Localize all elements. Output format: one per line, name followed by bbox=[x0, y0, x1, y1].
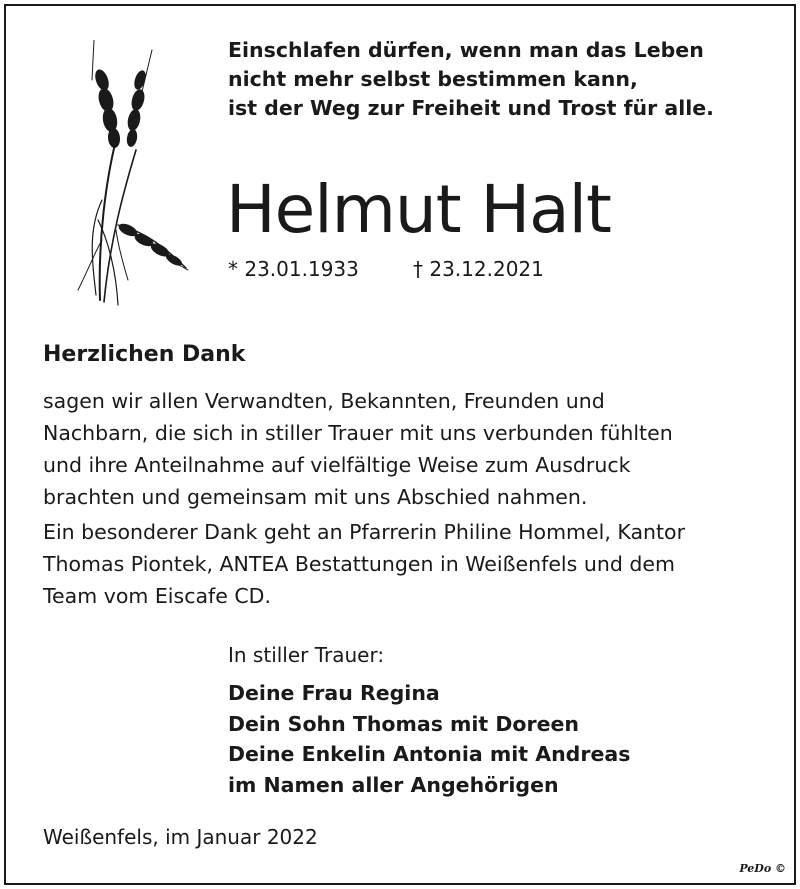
text-line: und ihre Anteilnahme auf vielfältige Weise zum Ausdruck bbox=[43, 453, 631, 477]
death-date: † 23.12.2021 bbox=[413, 257, 544, 281]
poem-line: Einschlafen dürfen, wenn man das Leben bbox=[228, 38, 704, 62]
mourning-label: In stiller Trauer: bbox=[228, 643, 385, 667]
deceased-name: Helmut Halt bbox=[226, 171, 611, 248]
text-line: Thomas Piontek, ANTEA Bestattungen in Weißenfels und dem bbox=[43, 552, 675, 576]
signer: Dein Sohn Thomas mit Doreen bbox=[228, 711, 579, 736]
text-line: Team vom Eiscafe CD. bbox=[43, 584, 271, 608]
thanks-heading: Herzlichen Dank bbox=[43, 342, 246, 367]
signers-list bbox=[228, 678, 630, 800]
thanks-paragraph-1 bbox=[43, 385, 743, 513]
thanks-paragraph-2 bbox=[43, 516, 743, 612]
credit-mark: PeDo © bbox=[739, 862, 786, 875]
poem bbox=[228, 36, 768, 123]
text-line: Nachbarn, die sich in stiller Trauer mit uns verbunden fühlten bbox=[43, 421, 673, 445]
life-dates bbox=[228, 255, 544, 283]
poem-line: nicht mehr selbst bestimmen kann, bbox=[228, 67, 638, 91]
signer: Deine Enkelin Antonia mit Andreas bbox=[228, 742, 631, 766]
place-date: Weißenfels, im Januar 2022 bbox=[43, 825, 318, 849]
signer: Deine Frau Regina bbox=[228, 681, 440, 705]
wheat-ears-icon bbox=[58, 40, 198, 320]
text-line: brachten und gemeinsam mit uns Abschied nahmen. bbox=[43, 485, 588, 509]
birth-date: * 23.01.1933 bbox=[228, 257, 359, 281]
signer: im Namen aller Angehörigen bbox=[228, 772, 559, 797]
poem-line: ist der Weg zur Freiheit und Trost für alle. bbox=[228, 96, 714, 120]
text-line: Ein besonderer Dank geht an Pfarrerin Philine Hommel, Kantor bbox=[43, 520, 686, 544]
text-line: sagen wir allen Verwandten, Bekannten, Freunden und bbox=[43, 389, 605, 413]
